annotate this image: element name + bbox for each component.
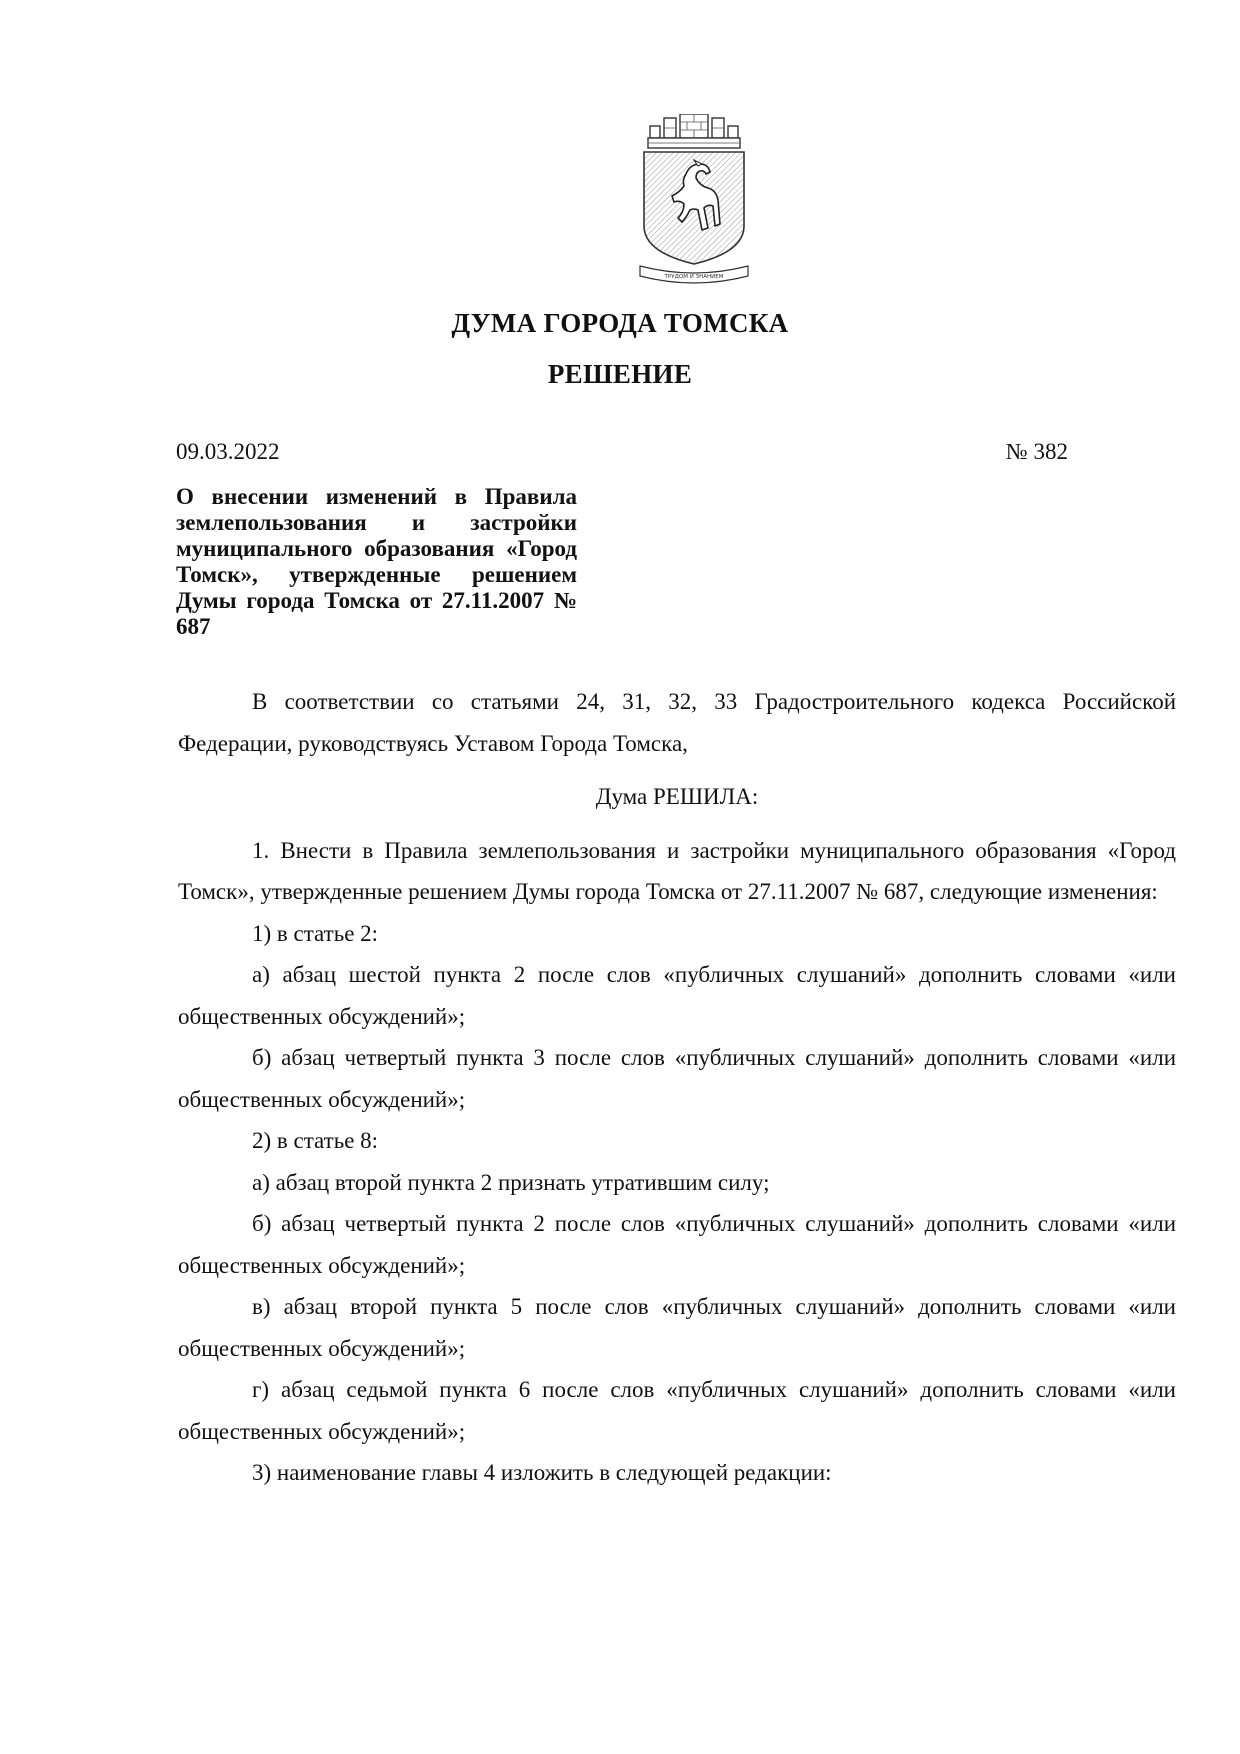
document-number: № 382 bbox=[1005, 439, 1068, 464]
list-item: б) абзац четвертый пункта 3 после слов «публичных слушаний» дополнить словами «или общественных обсуждений»; bbox=[178, 1045, 1176, 1112]
tomsk-coat-of-arms-icon bbox=[638, 114, 750, 284]
document-date: 09.03.2022 bbox=[176, 439, 280, 464]
document-body bbox=[178, 681, 1176, 1494]
list-item: г) абзац седьмой пункта 6 после слов «публичных слушаний» дополнить словами «или общественных обсуждений»; bbox=[178, 1377, 1176, 1444]
svg-text:ТРУДОМ И ЗНАНИЕМ: ТРУДОМ И ЗНАНИЕМ bbox=[664, 274, 724, 280]
preamble-paragraph: В соответствии со статьями 24, 31, 32, 33 Градостроительного кодекса Российской Федерации, руководствуясь Уставом Города Томска, bbox=[178, 689, 1176, 756]
document-subject: О внесении изменений в Правила землепользования и застройки муниципального образования «Город Томск», утвержденные решением Думы города Томска от 27.11.2007 № 687 bbox=[176, 484, 577, 639]
list-item: 3) наименование главы 4 изложить в следующей редакции: bbox=[252, 1460, 832, 1485]
list-item: а) абзац шестой пункта 2 после слов «публичных слушаний» дополнить словами «или общественных обсуждений»; bbox=[178, 962, 1176, 1029]
list-item: а) абзац второй пункта 2 признать утратившим силу; bbox=[252, 1169, 770, 1195]
list-item: 2) в статье 8: bbox=[252, 1128, 379, 1153]
document-type: РЕШЕНИЕ bbox=[547, 359, 693, 389]
resolved-heading: Дума РЕШИЛА: bbox=[595, 784, 759, 809]
list-item: 1) в статье 2: bbox=[252, 920, 379, 946]
list-item: б) абзац четвертый пункта 2 после слов «публичных слушаний» дополнить словами «или общественных обсуждений»; bbox=[178, 1211, 1176, 1278]
list-item: в) абзац второй пункта 5 после слов «публичных слушаний» дополнить словами «или общественных обсуждений»; bbox=[178, 1294, 1176, 1361]
org-title: ДУМА ГОРОДА ТОМСКА bbox=[451, 308, 789, 338]
list-item: 1. Внести в Правила землепользования и застройки муниципального образования «Город Томск», утвержденные решением Думы города Томска от 27.11.2007 № 687, следующие изменения: bbox=[178, 837, 1176, 904]
